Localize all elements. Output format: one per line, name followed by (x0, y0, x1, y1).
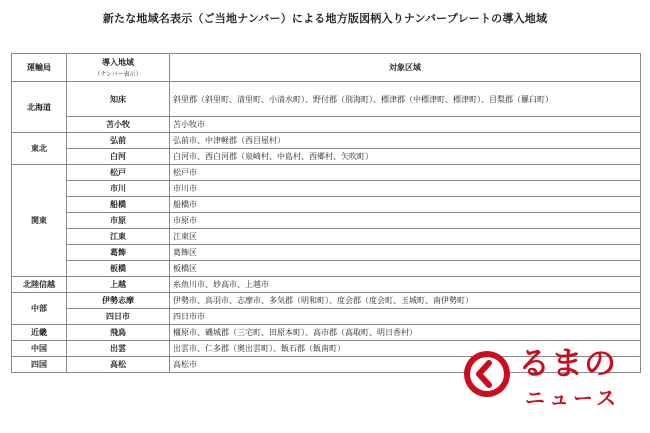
region-cell: 出雲 (67, 341, 170, 357)
kuruma-arrow-logo-icon (462, 349, 512, 399)
kuruma-news-watermark (462, 343, 642, 421)
region-cell: 松戸 (67, 165, 170, 181)
area-cell: 江東区 (170, 229, 641, 245)
header-area: 対象区域 (170, 54, 641, 82)
table-row (12, 293, 641, 309)
table-row (12, 245, 641, 261)
region-cell: 市川 (67, 181, 170, 197)
area-cell: 弘前市、中津軽郡（西目屋村） (170, 133, 641, 149)
table-row (12, 197, 641, 213)
bureau-cell: 中国 (12, 341, 67, 357)
table-row (12, 309, 641, 325)
area-cell: 松戸市 (170, 165, 641, 181)
area-cell: 糸魚川市、妙高市、上越市 (170, 277, 641, 293)
table-row (12, 325, 641, 341)
area-cell: 出雲市、仁多郡（奥出雲町）、飯石郡（飯南町） (170, 341, 641, 357)
area-cell: 苫小牧市 (170, 117, 641, 133)
area-cell: 伊勢市、鳥羽市、志摩市、多気郡（明和町）、度会郡（度会町、玉城町、南伊勢町） (170, 293, 641, 309)
header-bureau: 運輸局 (12, 54, 67, 82)
region-cell: 市原 (67, 213, 170, 229)
table-row (12, 117, 641, 133)
table-row (12, 213, 641, 229)
area-cell: 白河市、西白河郡（泉崎村、中島村、西郷村、矢吹町） (170, 149, 641, 165)
table-row (12, 149, 641, 165)
bureau-cell: 四国 (12, 357, 67, 373)
table-row (12, 229, 641, 245)
region-cell: 知床 (67, 82, 170, 117)
region-cell: 弘前 (67, 133, 170, 149)
region-cell: 江東 (67, 229, 170, 245)
region-cell: 高松 (67, 357, 170, 373)
bureau-cell: 東北 (12, 133, 67, 165)
logo-text-top: るまの (518, 344, 618, 382)
region-cell: 伊勢志摩 (67, 293, 170, 309)
table-row (12, 82, 641, 117)
region-cell: 板橋 (67, 261, 170, 277)
bureau-cell: 近畿 (12, 325, 67, 341)
region-table (11, 53, 641, 373)
region-cell: 白河 (67, 149, 170, 165)
area-cell: 四日市市 (170, 309, 641, 325)
region-cell: 船橋 (67, 197, 170, 213)
bureau-cell: 北海道 (12, 82, 67, 133)
table-row (12, 133, 641, 149)
table-row (12, 277, 641, 293)
bureau-cell: 関東 (12, 165, 67, 277)
area-cell: 斜里郡（斜里町、清里町、小清水町）、野付郡（別海町）、標津郡（中標津町、標津町）、目梨郡（羅臼町） (170, 82, 641, 117)
area-cell: 市原市 (170, 213, 641, 229)
area-cell: 橿原市、磯城郡（三宅町、田原本町）、高市郡（高取町、明日香村） (170, 325, 641, 341)
header-region-label: 導入地域 (102, 57, 134, 67)
logo-text-bottom: ニュース (525, 386, 620, 410)
region-cell: 上越 (67, 277, 170, 293)
region-cell: 飛鳥 (67, 325, 170, 341)
area-cell: 市川市 (170, 181, 641, 197)
table-header-row (12, 54, 641, 82)
page-title: 新たな地域名表示（ご当地ナンバー）による地方版図柄入りナンバープレートの導入地域 (102, 12, 548, 25)
bureau-cell: 北陸信越 (12, 277, 67, 293)
region-cell: 葛飾 (67, 245, 170, 261)
area-cell: 船橋市 (170, 197, 641, 213)
table-row (12, 181, 641, 197)
bureau-cell: 中部 (12, 293, 67, 325)
area-cell: 高松市 (170, 357, 641, 373)
region-cell: 苫小牧 (67, 117, 170, 133)
region-cell: 四日市 (67, 309, 170, 325)
area-cell: 板橋区 (170, 261, 641, 277)
table-row (12, 261, 641, 277)
header-region-sub: （ナンバー表示） (94, 70, 142, 78)
table-body (12, 82, 641, 373)
area-cell: 葛飾区 (170, 245, 641, 261)
header-region (67, 54, 170, 82)
table-row (12, 165, 641, 181)
